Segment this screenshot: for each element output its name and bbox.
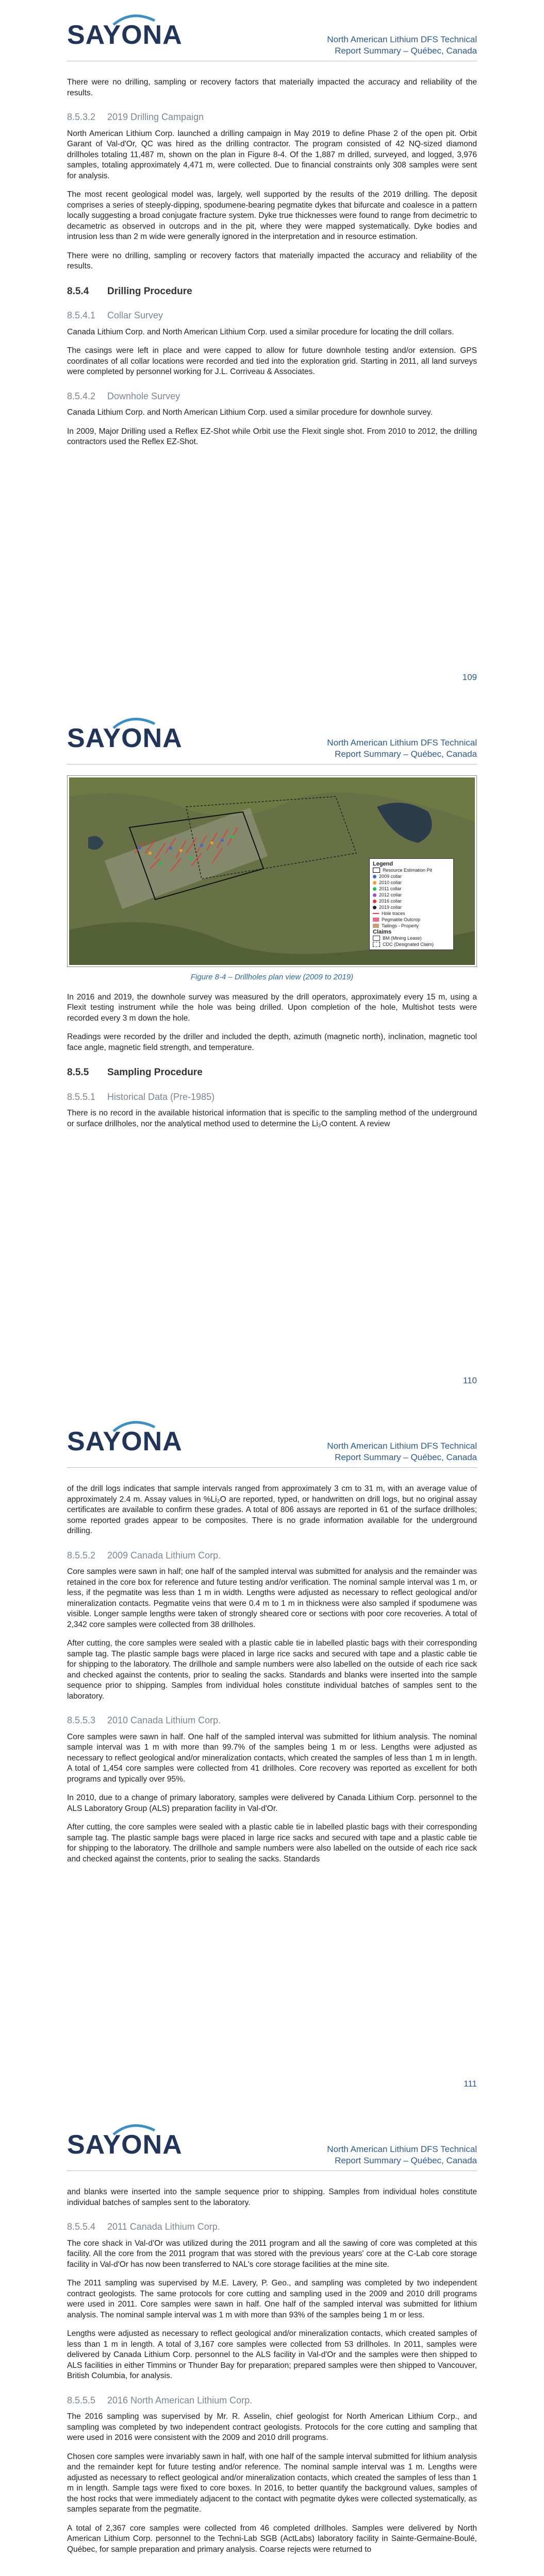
report-page bbox=[0, 1406, 544, 2110]
section-heading: 8.5.5.3 2010 Canada Lithium Corp. bbox=[67, 1715, 221, 1725]
drillhole-plan-map bbox=[67, 775, 477, 967]
paragraph: In 2010, due to a change of primary laboratory, samples were delivered by Canada Lithium Corp. personnel to the ALS Laboratory Group (ALS) preparation facility in Val-d'Or. bbox=[67, 1793, 477, 1813]
page-header bbox=[0, 2110, 544, 2172]
legend-item: 2010 collar bbox=[373, 879, 450, 886]
page-body bbox=[67, 77, 477, 456]
section-heading: 8.5.5.5 2016 North American Lithium Corp. bbox=[67, 2395, 253, 2405]
legend-item: 2016 collar bbox=[373, 898, 450, 904]
figure-caption: Figure 8-4 – Drillholes plan view (2009 to 2019) bbox=[190, 973, 354, 981]
legend-item: CDC (Designated Claim) bbox=[373, 941, 450, 947]
page-header bbox=[0, 703, 544, 765]
page-body bbox=[67, 775, 477, 1138]
report-title: North American Lithium DFS Technical Report Summary – Québec, Canada bbox=[327, 738, 477, 759]
report-page bbox=[0, 703, 544, 1406]
page-body bbox=[67, 2187, 477, 2563]
paragraph: Lengths were adjusted as necessary to reflect geological and/or mineralization contacts, which created samples of less than 1 m in length. A total of 3,167 core samples were collected from 53 drillholes. In 2011, samples were delivered by Canada Lithium Corp. personnel to the ALS facility in Val-d'Or and the samples were then shipped to ALS facilities in either Timmins or Thunder Bay for preparation; prepared samples were then shipped to Vancouver, British Columbia, for analysis. bbox=[67, 2329, 477, 2380]
paragraph: After cutting, the core samples were sealed with a plastic cable tie in labelled plastic bags with their corresponding sample tag. The plastic sample bags were placed in large rice sacks and secured with tape and a plastic cable tie for shipping to the laboratory. The drillhole and sample numbers were also labelled on the outside of each rice sack and checked against the contents, prior to sealing the sacks. Standards bbox=[67, 1823, 477, 1863]
report-title: North American Lithium DFS Technical Report Summary – Québec, Canada bbox=[327, 1441, 477, 1462]
paragraph: There were no drilling, sampling or recovery factors that materially impacted the accuracy and reliability of the results. bbox=[67, 251, 477, 270]
paragraph: The casings were left in place and were capped to allow for future downhole testing and/or extension. GPS coordinates of all collar locations were recorded and tied into the exploration grid. Starting in 2011, all land surveys were completed by personnel working for J.L. Corriveau & Associates. bbox=[67, 346, 477, 376]
sayona-logo: SAYONA bbox=[67, 723, 183, 753]
report-title: North American Lithium DFS Technical Report Summary – Québec, Canada bbox=[327, 2144, 477, 2165]
legend-item: BM (Mining Lease) bbox=[373, 935, 450, 941]
page-number: 109 bbox=[462, 672, 477, 682]
section-heading: 8.5.4 Drilling Procedure bbox=[67, 285, 192, 297]
legend-item: 2019 collar bbox=[373, 904, 450, 910]
sayona-logo: SAYONA bbox=[67, 20, 183, 50]
legend-item: Hole traces bbox=[373, 910, 450, 917]
paragraph: The 2016 sampling was supervised by Mr. R. Asselin, chief geologist for North American Lithium Corp., and sampling was completed by two independent contract geologists. Protocols for the core cutting and sampling that were used in 2016 were consistent with the 2009 and 2010 drill programs. bbox=[67, 2412, 477, 2442]
paragraph: The 2011 sampling was supervised by M.E. Lavery, P. Geo., and sampling was completed by two independent contract geologists. The same protocols for core cutting and sampling used in the 2009 and 2010 drill programs were used in 2011. Core samples were sawn in half. One half of the sampled interval was submitted for lithium analysis. The nominal sample interval was 1 m with more than 93% of the samples being 1 m or less. bbox=[67, 2279, 477, 2319]
paragraph: Readings were recorded by the driller and included the depth, azimuth (magnetic north), inclination, magnetic tool face angle, magnetic field strength, and temperature. bbox=[67, 1032, 477, 1052]
paragraph: In 2009, Major Drilling used a Reflex EZ-Shot while Orbit use the Flexit single shot. From 2010 to 2012, the drilling contractors used the Reflex EZ-Shot. bbox=[67, 427, 477, 446]
paragraph: The most recent geological model was, largely, well supported by the results of the 2019 drilling. The deposit comprises a series of steeply-dipping, spodumene-bearing pegmatite dykes that bifurcate and coalesce in a pattern locally suggesting a broad conjugate fracture system. Dyke true thicknesses were found to range from decimetric to decametric as observed in outcrops and in the pit, where they were mapped systematically. Dyke bodies and intrusion less than 2 m wide were generally ignored in the interpretation and in resource estimation. bbox=[67, 190, 477, 241]
section-heading: 8.5.5.1 Historical Data (Pre-1985) bbox=[67, 1091, 215, 1102]
paragraph: Canada Lithium Corp. and North American Lithium Corp. used a similar procedure for locating the drill collars. bbox=[67, 327, 454, 336]
report-page bbox=[0, 0, 544, 703]
legend-item: 2011 collar bbox=[373, 886, 450, 892]
legend-item: 2012 collar bbox=[373, 892, 450, 898]
paragraph: There is no record in the available historical information that is specific to the sampling method of the underground or surface drillholes, nor the analytical method used to determine the Li₂O content. A review bbox=[67, 1109, 477, 1128]
paragraph: of the drill logs indicates that sample intervals ranged from approximately 3 cm to 31 m, with an average value of approximately 2.4 m. Assay values in %Li₂O are reported, typed, or handwritten on drill logs, but no original assay certificates are available to confirm these grades. A total of 806 assays are reported in 61 of the surface drillholes; some reported grades appear to be composites. There is no grade information available for the underground drilling. bbox=[67, 1484, 477, 1535]
legend-item: Resource Estimation Pit bbox=[373, 867, 450, 873]
legend-item: 2009 collar bbox=[373, 873, 450, 879]
paragraph: After cutting, the core samples were sealed with a plastic cable tie in labelled plastic bags with their corresponding sample tag. The plastic sample bags were placed in large rice sacks and secured with tape and a plastic cable tie for shipping to the laboratory. The drillhole and sample numbers were also labelled on the outside of each rice sack and checked against the contents, prior to sealing the sacks. Standards and blanks were inserted into the sample sequence prior to shipping. Samples from individual holes constitute individual batches of samples sent to the laboratory. bbox=[67, 1639, 477, 1701]
paragraph: In 2016 and 2019, the downhole survey was measured by the drill operators, approximately every 15 m, using a Flexit testing instrument while the hole was being drilled. Upon completion of the hole, Multishot tests were recorded every 3 m down the hole. bbox=[67, 992, 477, 1023]
legend-item: Pegmatite Outcrop bbox=[373, 917, 450, 923]
section-heading: 8.5.5.2 2009 Canada Lithium Corp. bbox=[67, 1550, 221, 1561]
report-page bbox=[0, 2110, 544, 2576]
paragraph: Core samples were sawn in half. One half of the sampled interval was submitted for lithium analysis. The nominal sample interval was 1 m with more than 99.7% of the samples being 1 m or less. Lengths were adjusted as necessary to reflect geological and/or mineralization contacts, which created the samples of less than 1 m in length. A total of 1,454 core samples were collected from 41 drillholes. Core recovery was reported as excellent for both programs and typically over 95%. bbox=[67, 1732, 477, 1784]
page-number: 110 bbox=[463, 1376, 477, 1385]
section-heading: 8.5.4.2 Downhole Survey bbox=[67, 391, 180, 401]
page-body bbox=[67, 1484, 477, 1873]
section-heading: 8.5.5 Sampling Procedure bbox=[67, 1067, 203, 1078]
paragraph: and blanks were inserted into the sample sequence prior to shipping. Samples from individual holes constitute individual batches of samples sent to the laboratory. bbox=[67, 2188, 477, 2207]
sayona-logo: SAYONA bbox=[67, 1427, 183, 1456]
sayona-logo: SAYONA bbox=[67, 2130, 183, 2160]
paragraph: A total of 2,367 core samples were collected from 46 completed drillholes. Samples were delivered by North American Lithium Corp. personnel to the Techni-Lab SGB (ActLabs) laboratory facility in Sainte-Germaine-Boulé, Québec, for sample preparation and primary analysis. Coarse rejects were returned to bbox=[67, 2523, 477, 2554]
map-legend: Legend Resource Estimation Pit 2009 collar 2010 collar 2011 collar 2012 collar 2016 collar 2019 collar Hole traces Pegmatite Outcrop Tailings - Property Claims BM (Mining Lease) CDC (Designated Claim) bbox=[369, 858, 454, 950]
paragraph: Core samples were sawn in half; one half of the sampled interval was submitted for analysis and the remainder was retained in the core box for reference and future testing and/or verification. The nominal sample interval was 1 m, or less, if the pegmatite was less than 1 m in width. Lengths were adjusted as necessary to reflect geological and/or mineralization contacts. Pegmatite veins that were 0.4 m to 1 m in thickness were also sampled if spodumene was visible. Longer sample lengths were taken of strongly sheared core or sections with poor core recoveries. A total of 2,342 core samples were collected from 38 drillholes. bbox=[67, 1567, 477, 1629]
header-divider bbox=[67, 764, 477, 765]
section-heading: 8.5.3.2 2019 Drilling Campaign bbox=[67, 112, 204, 122]
paragraph: Canada Lithium Corp. and North American Lithium Corp. used a similar procedure for downhole survey. bbox=[67, 408, 433, 417]
page-header bbox=[0, 1406, 544, 1468]
paragraph: North American Lithium Corp. launched a drilling campaign in May 2019 to define Phase 2 of the open pit. Orbit Garant of Val-d'Or, QC was hired as the drilling contractor. The program consisted of 42 NQ-sized diamond drillholes totaling 11,487 m, shown on the plan in Figure 8-4. Of the 1,887 m drilled, surveyed, and logged, 3,976 samples, totaling approximately 4,471 m, were collected. Due to financial constraints only 308 samples were sent for analysis. bbox=[67, 129, 477, 180]
section-heading: 8.5.5.4 2011 Canada Lithium Corp. bbox=[67, 2222, 220, 2232]
header-divider bbox=[67, 1467, 477, 1468]
legend-item: Tailings - Property bbox=[373, 923, 450, 929]
section-heading: 8.5.4.1 Collar Survey bbox=[67, 310, 163, 320]
page-header bbox=[0, 0, 544, 62]
report-title: North American Lithium DFS Technical Report Summary – Québec, Canada bbox=[327, 35, 477, 56]
paragraph: Chosen core samples were invariably sawn in half, with one half of the sample interval submitted for lithium analysis and the remainder kept for future testing and/or reference. The nominal sample interval was 1 m. Lengths were adjusted as necessary to reflect geological and/or mineralization contacts, which created the samples of less than 1 m in length. Sample tags were fixed to core boxes. In 2016, to better quantify the background values, samples of the host rocks that were immediately adjacent to the contact with pegmatite dykes were collected systematically, as samples separate from the pegmatite. bbox=[67, 2452, 477, 2514]
page-number: 111 bbox=[464, 2079, 477, 2089]
paragraph: There were no drilling, sampling or recovery factors that materially impacted the accuracy and reliability of the results. bbox=[67, 78, 477, 97]
paragraph: The core shack in Val-d'Or was utilized during the 2011 program and all the sawing of core was completed at this facility. All the core from the 2011 program that was stored with the previous years' core at the C-Lab core storage facility in Val-d'Or has now been transferred to NAL's core storage facilities at the mine site. bbox=[67, 2239, 477, 2269]
